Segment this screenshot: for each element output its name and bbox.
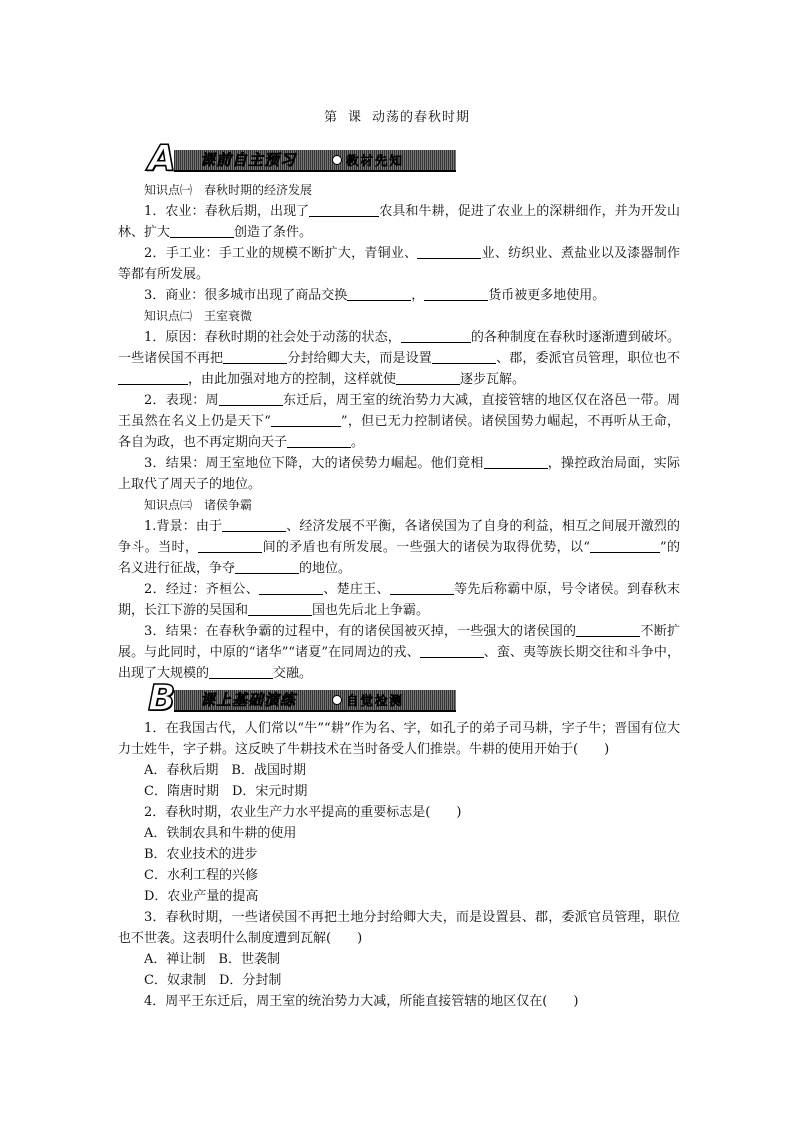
question-2-option-a[interactable]: A．铁制农具和牛耕的使用 — [144, 826, 297, 841]
answer-blank[interactable] — [235, 559, 299, 574]
question-4: 4．周平王东迁后，周王室的统治势力大减，所能直接管辖的地区仅在( ) — [144, 994, 579, 1009]
answer-blank[interactable] — [259, 580, 323, 595]
answer-blank[interactable] — [420, 643, 484, 658]
question-2-option-b[interactable]: B．农业技术的进步 — [144, 847, 258, 862]
answer-blank[interactable] — [271, 412, 341, 427]
title-part-3: 动荡的春秋时期 — [372, 110, 471, 125]
paragraph-agriculture: 1．农业：春秋后期，出现了 农具和牛耕，促进了农业上的深耕细作，并为开发山林、扩大 创造了条件。 — [118, 204, 680, 240]
answer-blank[interactable] — [309, 202, 379, 217]
answer-blank[interactable] — [417, 244, 481, 259]
answer-blank[interactable] — [287, 433, 351, 448]
paragraph-background: 1.背景：由于 、经济发展不平衡，各诸侯国为了自身的利益，相互之间展开激烈的争斗。当时， 间的矛盾也有所发展。一些强大的诸侯为取得优势，以“ ”的名义进行征战，争夺 的地位。 — [118, 519, 680, 576]
answer-blank[interactable] — [223, 349, 287, 364]
banner-dot-icon — [332, 695, 342, 705]
answer-blank[interactable] — [170, 223, 234, 238]
answer-blank[interactable] — [248, 601, 312, 616]
answer-blank[interactable] — [198, 538, 262, 553]
question-3-options-row-2[interactable]: C．奴隶制 D．分封制 — [144, 973, 282, 988]
answer-blank[interactable] — [396, 370, 460, 385]
banner-main-text: 课上基础演练 — [200, 691, 297, 709]
paragraph-cause: 1．原因：春秋时期的社会处于动荡的状态， 的各种制度在春秋时逐渐遭到破坏。一些诸侯国不再把 分封给卿大夫，而是设置 、郡，委派官员管理，职位也不，由此加强对地方的控制，这样就使 逐步瓦解。 — [118, 330, 680, 387]
answer-blank[interactable] — [576, 622, 640, 637]
paragraph-handicraft: 2．手工业：手工业的规模不断扩大，青铜业、 业、纺织业、煮盐业以及漆器制作等都有所发展。 — [118, 246, 680, 282]
answer-blank[interactable] — [209, 664, 273, 679]
answer-blank[interactable] — [432, 349, 496, 364]
paragraph-result: 3．结果：周王室地位下降，大的诸侯势力崛起。他们竟相 ，操控政治局面，实际上取代了周天子的地位。 — [118, 456, 680, 492]
question-3-options-row-1[interactable]: A．禅让制 B．世袭制 — [144, 952, 280, 967]
knowledge-point-1: 知识点㈠ 春秋时期的经济发展 — [144, 183, 313, 197]
banner-sub-text: 教材先知 — [346, 153, 405, 168]
banner-letter-b: B — [148, 678, 176, 719]
answer-blank[interactable] — [222, 517, 286, 532]
section-a-banner — [148, 138, 458, 179]
question-1-options-row-1[interactable]: A．春秋后期 B．战国时期 — [144, 763, 306, 778]
question-2-option-c[interactable]: C．水利工程的兴修 — [144, 868, 258, 883]
answer-blank[interactable] — [401, 328, 471, 343]
section-a-body — [118, 180, 680, 684]
title-part-2: 课 — [347, 110, 362, 125]
banner-sub-text: 自觉检测 — [346, 693, 405, 708]
section-b-body — [118, 718, 680, 1012]
paragraph-outcome: 3．结果：在春秋争霸的过程中，有的诸侯国被灭掉，一些强大的诸侯国的 不断扩展。与此同时，中原的“诸华”“诸夏”在同周边的戎、 、蛮、夷等族长期交往和斗争中，出现了大规模的 交融。 — [118, 624, 680, 681]
paragraph-process: 2．经过：齐桓公、 、楚庄王、 等先后称霸中原，号令诸侯。到春秋末期，长江下游的吴国和 国也先后北上争霸。 — [118, 582, 680, 618]
answer-blank[interactable] — [590, 538, 660, 553]
knowledge-point-2: 知识点㈡ 王室衰微 — [144, 309, 253, 323]
answer-blank[interactable] — [219, 391, 283, 406]
banner-letter-a: A — [148, 138, 176, 179]
answer-blank[interactable] — [390, 580, 454, 595]
paragraph-manifestation: 2．表现：周 东迁后，周王室的统治势力大减，直接管辖的地区仅在洛邑一带。周王虽然在名义上仍是天下“ ”，但已无力控制诸侯。诸侯国势力崛起，不再听从王命，各自为政，也不再定期向天子 。 — [118, 393, 680, 450]
answer-blank[interactable] — [118, 370, 188, 385]
question-2-option-d[interactable]: D．农业产量的提高 — [144, 889, 259, 904]
answer-blank[interactable] — [424, 286, 488, 301]
banner-dot-icon — [332, 155, 342, 165]
question-1: 1．在我国古代，人们常以“牛”“耕”作为名、字，如孔子的弟子司马耕，字子牛；晋国有位大力士姓牛，字子耕。这反映了牛耕技术在当时备受人们推崇。牛耕的使用开始于( ) — [118, 721, 680, 757]
knowledge-point-3: 知识点㈢ 诸侯争霸 — [144, 498, 253, 512]
answer-blank[interactable] — [484, 454, 548, 469]
question-1-options-row-2[interactable]: C．隋唐时期 D．宋元时期 — [144, 784, 308, 799]
page-title — [0, 106, 794, 125]
title-part-1: 第 — [323, 110, 338, 125]
question-2: 2．春秋时期，农业生产力水平提高的重要标志是( ) — [144, 805, 462, 820]
section-b-banner — [148, 678, 458, 719]
banner-main-text: 课前自主预习 — [200, 151, 297, 169]
answer-blank[interactable] — [347, 286, 411, 301]
paragraph-commerce: 3．商业：很多城市出现了商品交换 ， 货币被更多地使用。 — [144, 288, 606, 303]
question-3: 3．春秋时期，一些诸侯国不再把土地分封给卿大夫，而是设置县、郡，委派官员管理，职位也不世袭。这表明什么制度遭到瓦解( ) — [118, 910, 680, 946]
